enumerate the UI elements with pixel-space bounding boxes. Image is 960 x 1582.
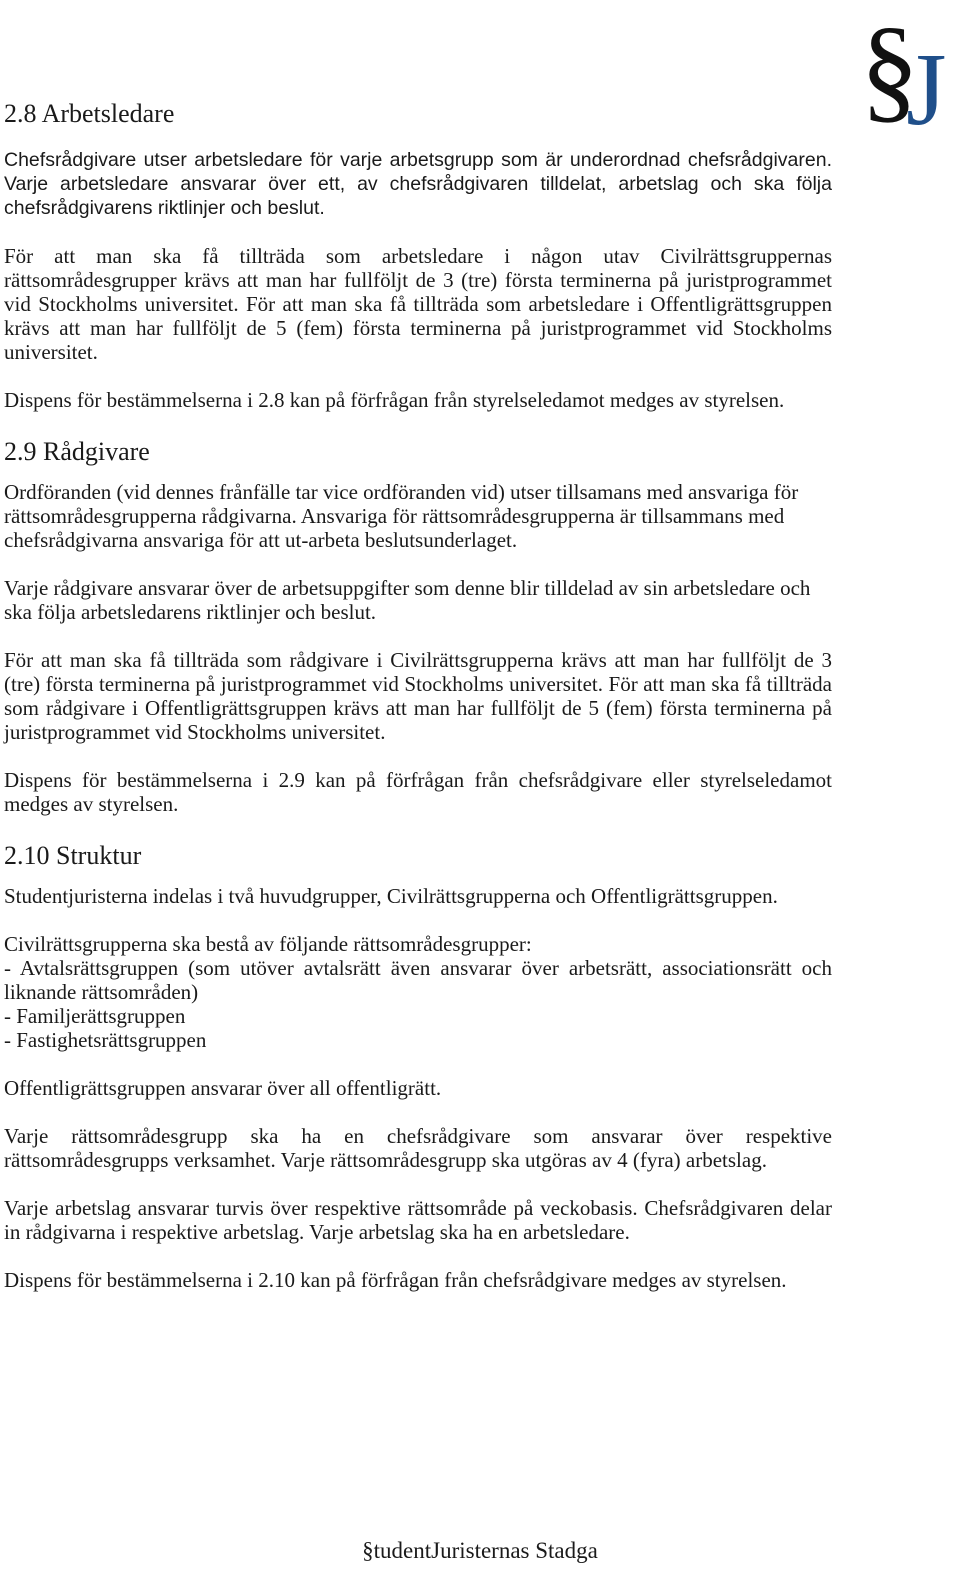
page-footer: §tudentJuristernas Stadga [362,1538,598,1563]
group-list [4,932,832,1052]
paragraph: Varje arbetslag ansvarar turvis över respektive rättsområde på veckobasis. Chefsrådgivaren delar in rådgivarna i respektive arbetslag. Varje arbetslag ska ha en arbetsledare. [4,1196,832,1244]
svg-text:§: § [860,4,919,134]
list-item: - Familjerättsgruppen [4,1004,186,1028]
paragraph: Dispens för bestämmelserna i 2.8 kan på förfrågan från styrelseledamot medges av styrelsen. [4,388,785,412]
list-intro: Civilrättsgrupperna ska bestå av följande rättsområdesgrupper: [4,932,532,956]
paragraph: Varje rättsområdesgrupp ska ha en chefsrådgivare som ansvarar över respektive rättsområdesgrupps verksamhet. Varje rättsområdesgrupp ska utgöras av 4 (fyra) arbetslag. [4,1124,832,1172]
list-item: - Fastighetsrättsgruppen [4,1028,207,1052]
paragraph: Offentligrättsgruppen ansvarar över all offentligrätt. [4,1076,442,1100]
paragraph: Studentjuristerna indelas i två huvudgrupper, Civilrättsgrupperna och Offentligrättsgruppen. [4,884,778,908]
paragraph: Dispens för bestämmelserna i 2.9 kan på förfrågan från chefsrådgivare eller styrelseledamot medges av styrelsen. [4,768,832,816]
svg-text:J: J [906,32,947,140]
paragraph: För att man ska få tillträda som arbetsledare i någon utav Civilrättsgruppernas rättsområdesgrupper krävs att man har fullföljt de 3 (tre) första terminerna på juristprogrammet vid Stockholms universitet. För att man ska få tillträda som arbetsledare i Offentligrättsgruppen krävs att man har fullföljt de 5 (fem) första terminerna på juristprogrammet vid Stockholms universitet. [4,244,832,364]
section-heading-2-10: 2.10 Struktur [4,841,142,870]
paragraph: För att man ska få tillträda som rådgivare i Civilrättsgrupperna krävs att man har fullföljt de 3 (tre) första terminerna på juristprogrammet vid Stockholms universitet. För att man ska få tillträda som rådgivare i Offentligrättsgruppen krävs att man har fullföljt de 5 (fem) första terminerna på juristprogrammet vid Stockholms universitet. [4,648,832,744]
list-item: - Avtalsrättsgruppen (som utöver avtalsrätt även ansvarar över arbetsrätt, associationsrätt och liknande rättsområden) [4,956,832,1004]
paragraph: Dispens för bestämmelserna i 2.10 kan på förfrågan från chefsrådgivare medges av styrelsen. [4,1268,787,1292]
paragraph: Varje rådgivare ansvarar över de arbetsuppgifter som denne blir tilldelad av sin arbetsledare och ska följa arbetsledarens riktlinjer och beslut. [4,576,811,624]
section-heading-2-8: 2.8 Arbetsledare [4,99,175,128]
document-body [4,98,832,1316]
section-heading-2-9: 2.9 Rådgivare [4,437,150,466]
paragraph: Chefsrådgivare utser arbetsledare för varje arbetsgrupp som är underordnad chefsrådgivaren. Varje arbetsledare ansvarar över ett, av chefsrådgivaren tilldelat, arbetslag och ska följa chefsrådgivarens riktlinjer och beslut. [4,149,832,219]
paragraph: Ordföranden (vid dennes frånfälle tar vice ordföranden vid) utser tillsamans med ansvariga för rättsområdesgrupperna rådgivarna. Ansvariga för rättsområdesgrupperna är tillsammans med chefsrådgivarna ansvariga för att ut-arbeta beslutsunderlaget. [4,480,799,552]
sj-logo [858,4,954,140]
